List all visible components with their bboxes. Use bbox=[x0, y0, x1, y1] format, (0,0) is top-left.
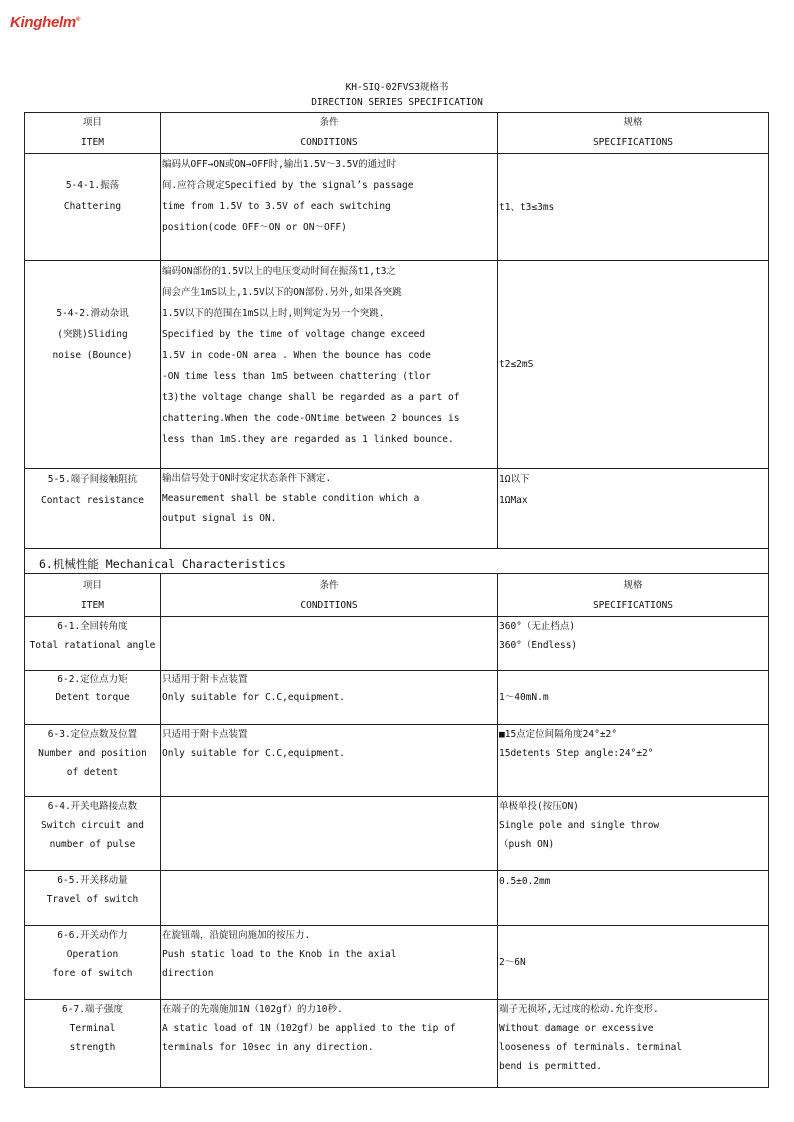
brand-logo: Kinghelm® bbox=[10, 14, 81, 31]
item-cell: 6-1.全回转角度 Total ratational angle bbox=[25, 617, 161, 671]
specifications-cell: ■15点定位间隔角度24°±2° 15detents Step angle:24°±2° bbox=[498, 725, 769, 797]
conditions-cell: 只适用于附卡点装置 Only suitable for C.C,equipment. bbox=[161, 671, 498, 725]
conditions-cell: 编码从OFF→ON或ON→OFF时,输出1.5V～3.5V的通过时 间.应符合规定Specified by the signal’s passage time from 1.5V to 3.5V of each switching position(code OFF～ON or ON～OFF) bbox=[161, 154, 498, 261]
specifications-cell: 360°（无止档点) 360°（Endless) bbox=[498, 617, 769, 671]
table-row bbox=[25, 725, 769, 797]
item-cell: 5-4-1.振荡 Chattering bbox=[25, 154, 161, 261]
table-row bbox=[25, 871, 769, 926]
table-row bbox=[25, 261, 769, 469]
conditions-cell: 在端子的先端施加1N（102gf）的力10秒. A static load of 1N（102gf）be applied to the tip of terminals for 10sec in any direction. bbox=[161, 1000, 498, 1088]
header-specifications: 规格 SPECIFICATIONS bbox=[498, 574, 769, 617]
specifications-cell: 2～6N bbox=[498, 926, 769, 1000]
table-row bbox=[25, 154, 769, 261]
specifications-cell: 1Ω以下 1ΩMax bbox=[498, 469, 769, 549]
document-title: KH-SIQ-02FVS3规格书 bbox=[345, 82, 449, 93]
table-row bbox=[25, 671, 769, 725]
item-cell: 6-6.开关动作力 Operation fore of switch bbox=[25, 926, 161, 1000]
header-item: 项目 ITEM bbox=[25, 574, 161, 617]
specifications-cell: t1、t3≤3ms bbox=[498, 154, 769, 261]
spec-table-section6 bbox=[24, 573, 769, 1088]
item-cell: 5-5.端子间接触阻抗 Contact resistance bbox=[25, 469, 161, 549]
table-header-row bbox=[25, 113, 769, 154]
table-row bbox=[25, 469, 769, 549]
table-row bbox=[25, 797, 769, 871]
table-row bbox=[25, 926, 769, 1000]
item-cell: 6-3.定位点数及位置 Number and position of detent bbox=[25, 725, 161, 797]
item-cell: 6-5.开关移动量 Travel of switch bbox=[25, 871, 161, 926]
header-conditions: 条件 CONDITIONS bbox=[161, 113, 498, 154]
conditions-cell: 只适用于附卡点装置 Only suitable for C.C,equipment. bbox=[161, 725, 498, 797]
table-row bbox=[25, 1000, 769, 1088]
specifications-cell: 单极单投(按压ON) Single pole and single throw （push ON) bbox=[498, 797, 769, 871]
table-header-row bbox=[25, 574, 769, 617]
spec-table-section5 bbox=[24, 112, 769, 579]
item-cell: 6-7.端子强度 Terminal strength bbox=[25, 1000, 161, 1088]
table-row bbox=[25, 617, 769, 671]
conditions-cell: 输出信号处于ON时安定状态条件下测定. Measurement shall be stable condition which a output signal is ON. bbox=[161, 469, 498, 549]
header-conditions: 条件 CONDITIONS bbox=[161, 574, 498, 617]
conditions-cell: 在旋钮端，沿旋钮向施加的按压力. Push static load to the Knob in the axial direction bbox=[161, 926, 498, 1000]
header-specifications: 规格 SPECIFICATIONS bbox=[498, 113, 769, 154]
conditions-cell: 编码ON部份的1.5V以上的电压变动时间在振荡t1,t3之 间会产生1mS以上,1.5V以下的ON部份.另外,如果各突跳 1.5V以下的范围在1mS以上时,则判定为另一个突跳. Specified by the time of voltage change exceed 1.5V in code-ON area . When the bounce has code -ON time less than 1mS between chattering (tlor t3)the voltage change shall be regarded as a part of chattering.When the code-ONtime between 2 bounces is less than 1mS.they are regarded as 1 linked bounce. bbox=[161, 261, 498, 469]
specifications-cell: 端子无损坏,无过度的松动.允许变形. Without damage or excessive looseness of terminals. terminal bend is permitted. bbox=[498, 1000, 769, 1088]
item-cell: 6-2.定位点力矩 Detent torque bbox=[25, 671, 161, 725]
item-cell: 6-4.开关电路接点数 Switch circuit and number of pulse bbox=[25, 797, 161, 871]
conditions-cell bbox=[161, 617, 498, 671]
header-item: 项目 ITEM bbox=[25, 113, 161, 154]
conditions-cell bbox=[161, 797, 498, 871]
specifications-cell: t2≤2mS bbox=[498, 261, 769, 469]
section-6-title: 6.机械性能 Mechanical Characteristics bbox=[39, 556, 286, 571]
item-cell: 5-4-2.滑动杂讯 (突跳)Sliding noise (Bounce) bbox=[25, 261, 161, 469]
conditions-cell bbox=[161, 871, 498, 926]
specifications-cell: 0.5±0.2mm bbox=[498, 871, 769, 926]
document-subtitle: DIRECTION SERIES SPECIFICATION bbox=[311, 97, 483, 108]
specifications-cell: 1～40mN.m bbox=[498, 671, 769, 725]
